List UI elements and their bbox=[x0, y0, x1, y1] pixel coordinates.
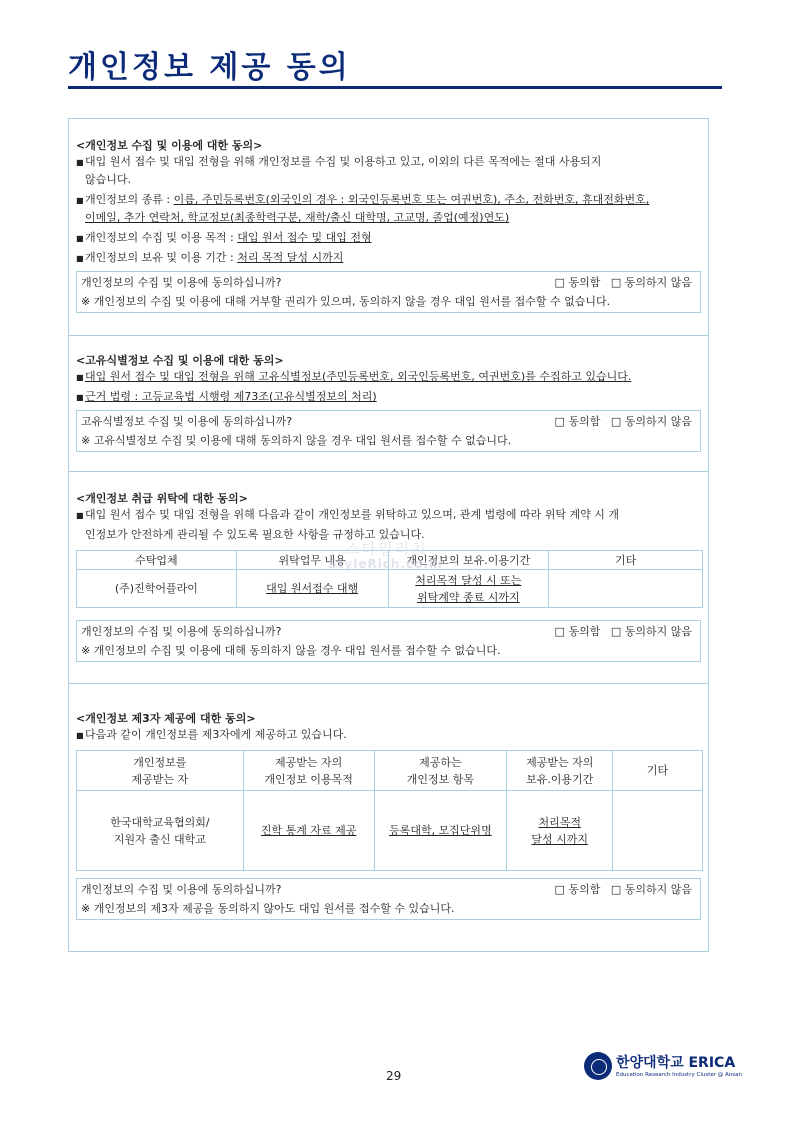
watermark-text: StyleRich.co.kr bbox=[328, 557, 445, 571]
page-number: 29 bbox=[386, 1069, 402, 1083]
line-label: 개인정보의 종류 : bbox=[85, 193, 174, 206]
watermark-text: 스타일리치 bbox=[345, 540, 428, 558]
bullet-line-cont bbox=[76, 526, 702, 544]
line-value: 이메일, 추가 연락처, 학교정보(최종학력구분, 재학/출신 대학명, 고교명, 졸업(예정)연도) bbox=[85, 211, 510, 224]
page-title: 개인정보 제공 동의 bbox=[68, 50, 351, 85]
table-row bbox=[77, 570, 703, 608]
header-text: 제공받는 자 bbox=[131, 772, 189, 786]
header-text: 개인정보를 bbox=[133, 755, 187, 769]
section-personal-info-collection bbox=[69, 119, 708, 336]
consent-box bbox=[76, 410, 701, 452]
outsourcing-table bbox=[76, 550, 703, 608]
table-cell: (주)진학어플라이 bbox=[77, 570, 237, 608]
bullet-line bbox=[76, 229, 702, 248]
bullet-line bbox=[76, 153, 702, 172]
bullet-line bbox=[76, 249, 702, 268]
table-cell bbox=[613, 791, 703, 871]
column-header: 위탁업무 내용 bbox=[236, 551, 388, 570]
section-heading: <고유식별정보 수집 및 이용에 대한 동의> bbox=[76, 354, 284, 367]
consent-note: ※ 개인정보의 수집 및 이용에 대해 동의하지 않을 경우 대입 원서를 접수할 수 없습니다. bbox=[81, 644, 501, 657]
university-seal-icon bbox=[584, 1052, 612, 1080]
consent-form bbox=[68, 118, 709, 952]
header-text: 개인정보 항목 bbox=[406, 772, 475, 786]
table-cell bbox=[507, 791, 613, 871]
disagree-checkbox[interactable]: □ bbox=[610, 625, 622, 638]
consent-question: 개인정보의 수집 및 이용에 동의하십니까? bbox=[81, 276, 282, 289]
table-cell bbox=[243, 791, 374, 871]
cell-text: 진학 통계 자료 제공 bbox=[260, 824, 357, 837]
disagree-checkbox[interactable]: □ bbox=[610, 276, 622, 289]
agree-checkbox[interactable]: □ bbox=[554, 625, 565, 638]
bullet-icon: ■ bbox=[76, 373, 84, 382]
agree-label: 동의함 bbox=[568, 415, 601, 428]
header-text: 제공하는 bbox=[419, 755, 462, 769]
line-value: 처리 목적 달성 시까지 bbox=[237, 251, 344, 264]
section-heading: <개인정보 수집 및 이용에 대한 동의> bbox=[76, 139, 263, 152]
agree-checkbox[interactable]: □ bbox=[554, 415, 565, 428]
cell-text: 처리목적 달성 시 또는 bbox=[415, 573, 522, 587]
university-logo bbox=[584, 1052, 742, 1086]
column-header bbox=[243, 751, 374, 791]
section-third-party-provision bbox=[69, 684, 708, 953]
bullet-line bbox=[76, 368, 702, 387]
consent-box bbox=[76, 271, 701, 313]
consent-question: 고유식별정보 수집 및 이용에 동의하십니까? bbox=[81, 415, 293, 428]
section-heading: <개인정보 취급 위탁에 대한 동의> bbox=[76, 492, 248, 505]
bullet-icon: ■ bbox=[76, 731, 84, 740]
bullet-icon: ■ bbox=[76, 234, 84, 243]
table-cell bbox=[77, 791, 244, 871]
header-text: 제공받는 자의 bbox=[274, 755, 343, 769]
cell-text: 처리목적 bbox=[538, 815, 581, 829]
bullet-line-cont bbox=[76, 171, 702, 189]
bullet-line bbox=[76, 506, 702, 525]
line-label: 개인정보의 보유 및 이용 기간 : bbox=[85, 251, 238, 264]
table-row bbox=[77, 791, 703, 871]
consent-options bbox=[555, 881, 692, 897]
consent-options bbox=[555, 623, 692, 639]
logo-tagline: Education Research Industry Cluster @ Ansan bbox=[616, 1072, 742, 1078]
disagree-label: 동의하지 않음 bbox=[624, 883, 692, 896]
column-header: 수탁업체 bbox=[77, 551, 237, 570]
consent-question: 개인정보의 수집 및 이용에 동의하십니까? bbox=[81, 883, 282, 896]
cell-text: 달성 시까지 bbox=[531, 832, 589, 846]
section-heading: <개인정보 제3자 제공에 대한 동의> bbox=[76, 712, 256, 725]
line-text: 인정보가 안전하게 관리될 수 있도록 필요한 사항을 규정하고 있습니다. bbox=[85, 528, 425, 541]
consent-options bbox=[555, 274, 692, 290]
line-value: 대입 원서 접수 및 대입 전형을 위해 고유식별정보(주민등록번호, 외국인등록번호, 여권번호)를 수집하고 있습니다. bbox=[85, 370, 632, 383]
disagree-label: 동의하지 않음 bbox=[624, 415, 692, 428]
line-text: 않습니다. bbox=[85, 173, 132, 186]
column-header: 기타 bbox=[549, 551, 703, 570]
bullet-icon: ■ bbox=[76, 158, 84, 167]
cell-text: 등록대학, 모집단위명 bbox=[389, 824, 492, 837]
bullet-line bbox=[76, 388, 702, 407]
column-header bbox=[507, 751, 613, 791]
line-text: 다음과 같이 개인정보를 제3자에게 제공하고 있습니다. bbox=[85, 728, 347, 741]
section-unique-id-info bbox=[69, 336, 708, 472]
disagree-checkbox[interactable]: □ bbox=[610, 415, 622, 428]
agree-checkbox[interactable]: □ bbox=[554, 883, 565, 896]
third-party-table bbox=[76, 750, 703, 871]
agree-label: 동의함 bbox=[568, 625, 601, 638]
cell-text: 위탁계약 종료 시까지 bbox=[417, 590, 520, 604]
table-cell bbox=[236, 570, 388, 608]
table-header-row bbox=[77, 751, 703, 791]
bullet-icon: ■ bbox=[76, 254, 84, 263]
column-header bbox=[374, 751, 507, 791]
line-value: 대입 원서 접수 및 대입 전형 bbox=[237, 231, 372, 244]
table-header-row bbox=[77, 551, 703, 570]
disagree-label: 동의하지 않음 bbox=[624, 276, 692, 289]
header-text: 보유.이용기간 bbox=[526, 772, 594, 786]
title-divider bbox=[68, 86, 722, 89]
consent-note: ※ 개인정보의 제3자 제공을 동의하지 않아도 대입 원서를 접수할 수 있습니다. bbox=[81, 902, 455, 915]
logo-name: 한양대학교 ERICA bbox=[616, 1055, 736, 1071]
column-header: 기타 bbox=[613, 751, 703, 791]
consent-options bbox=[555, 413, 692, 429]
agree-checkbox[interactable]: □ bbox=[554, 276, 565, 289]
section-processing-outsourcing bbox=[69, 472, 708, 684]
disagree-label: 동의하지 않음 bbox=[624, 625, 692, 638]
consent-note: ※ 고유식별정보 수집 및 이용에 대해 동의하지 않을 경우 대입 원서를 접수할 수 없습니다. bbox=[81, 434, 512, 447]
bullet-icon: ■ bbox=[76, 393, 84, 402]
consent-question: 개인정보의 수집 및 이용에 동의하십니까? bbox=[81, 625, 282, 638]
column-header: 개인정보의 보유.이용기간 bbox=[388, 551, 549, 570]
line-value: 근거 법령 : 고등교육법 시행령 제73조(고유식별정보의 처리) bbox=[85, 390, 377, 403]
header-text: 개인정보 이용목적 bbox=[264, 772, 353, 786]
line-value: 이름, 주민등록번호(외국인의 경우 : 외국인등록번호 또는 여권번호), 주소, 전화번호, 휴대전화번호, bbox=[173, 193, 650, 206]
line-text: 대입 원서 접수 및 대입 전형을 위해 다음과 같이 개인정보를 위탁하고 있으며, 관계 법령에 따라 위탁 계약 시 개 bbox=[85, 508, 619, 521]
bullet-line bbox=[76, 726, 702, 745]
line-label: 개인정보의 수집 및 이용 목적 : bbox=[85, 231, 238, 244]
agree-label: 동의함 bbox=[568, 276, 601, 289]
cell-text: 지원자 출신 대학교 bbox=[113, 832, 206, 846]
consent-note: ※ 개인정보의 수집 및 이용에 대해 거부할 권리가 있으며, 동의하지 않을 경우 대입 원서를 접수할 수 없습니다. bbox=[81, 295, 611, 308]
cell-text: 한국대학교육협의회/ bbox=[110, 815, 210, 829]
bullet-line-cont bbox=[76, 209, 702, 227]
column-header bbox=[77, 751, 244, 791]
table-cell bbox=[374, 791, 507, 871]
table-cell bbox=[549, 570, 703, 608]
disagree-checkbox[interactable]: □ bbox=[610, 883, 622, 896]
bullet-icon: ■ bbox=[76, 196, 84, 205]
consent-box bbox=[76, 620, 701, 662]
bullet-line bbox=[76, 191, 702, 210]
cell-text: 대입 원서접수 대행 bbox=[266, 582, 359, 595]
bullet-icon: ■ bbox=[76, 511, 84, 520]
header-text: 제공받는 자의 bbox=[526, 755, 594, 769]
agree-label: 동의함 bbox=[568, 883, 601, 896]
consent-box bbox=[76, 878, 701, 920]
line-text: 대입 원서 접수 및 대입 전형을 위해 개인정보를 수집 및 이용하고 있고, 이외의 다른 목적에는 절대 사용되지 bbox=[85, 155, 602, 168]
table-cell bbox=[388, 570, 549, 608]
